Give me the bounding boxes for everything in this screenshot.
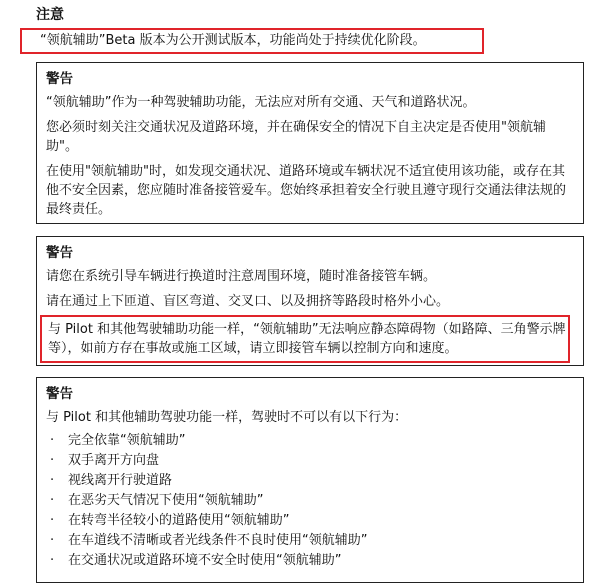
bullet-icon: · bbox=[50, 433, 55, 448]
list-item-text: 完全依靠“领航辅助” bbox=[68, 433, 186, 448]
bullet-list bbox=[46, 431, 575, 571]
notice-text: “领航辅助”Beta 版本为公开测试版本，功能尚处于持续优化阶段。 bbox=[40, 33, 426, 48]
warning-title: 警告 bbox=[46, 71, 73, 87]
bullet-icon: · bbox=[50, 533, 55, 548]
list-item-text: 在转弯半径较小的道路使用“领航辅助” bbox=[68, 513, 290, 528]
warning-box-1 bbox=[36, 62, 584, 224]
warning-paragraph: 在使用"领航辅助"时，如发现交通状况、道路环境或车辆状况不适宜使用该功能，或存在其他不安全因素，您应随时准备接管爱车。您始终承担着安全行驶且遵守现行交通法律法规的最终责任。 bbox=[46, 164, 567, 217]
notice-heading: 注意 bbox=[36, 7, 64, 23]
warning-paragraph: 请在通过上下匝道、盲区弯道、交叉口、以及拥挤等路段时格外小心。 bbox=[46, 294, 450, 309]
bullet-icon: · bbox=[50, 473, 55, 488]
warning-intro: 与 Pilot 和其他辅助驾驶功能一样，驾驶时不可以有以下行为： bbox=[46, 410, 408, 425]
notice-highlight bbox=[20, 28, 484, 54]
warning-paragraph: 请您在系统引导车辆进行换道时注意周围环境，随时准备接管车辆。 bbox=[46, 269, 437, 284]
list-item bbox=[46, 471, 575, 491]
warning-paragraph: “领航辅助”作为一种驾驶辅助功能，无法应对所有交通、天气和道路状况。 bbox=[46, 95, 476, 110]
list-item bbox=[46, 551, 575, 571]
list-item bbox=[46, 431, 575, 451]
list-item-text: 在车道线不清晰或者光线条件不良时使用“领航辅助” bbox=[68, 533, 368, 548]
warning-paragraph: 您必须时刻关注交通状况及道路环境，并在确保安全的情况下自主决定是否使用"领航辅助"。 bbox=[46, 120, 546, 154]
warning-highlight bbox=[40, 315, 570, 363]
list-item bbox=[46, 451, 575, 471]
warning-box-3 bbox=[36, 377, 584, 583]
list-item bbox=[46, 491, 575, 511]
list-item-text: 视线离开行驶道路 bbox=[68, 473, 173, 488]
warning-box-2 bbox=[36, 236, 584, 366]
list-item bbox=[46, 511, 575, 531]
list-item-text: 双手离开方向盘 bbox=[68, 453, 160, 468]
bullet-icon: · bbox=[50, 553, 55, 568]
warning-title: 警告 bbox=[46, 386, 73, 402]
bullet-icon: · bbox=[50, 453, 55, 468]
list-item-text: 在交通状况或道路环境不安全时使用“领航辅助” bbox=[68, 553, 342, 568]
list-item bbox=[46, 531, 575, 551]
list-item-text: 在恶劣天气情况下使用“领航辅助” bbox=[68, 493, 264, 508]
bullet-icon: · bbox=[50, 513, 55, 528]
warning-paragraph: 与 Pilot 和其他驾驶辅助功能一样，“领航辅助”无法响应静态障碍物（如路障、三角警示牌等），如前方存在事故或施工区域，请立即接管车辆以控制方向和速度。 bbox=[48, 322, 566, 356]
warning-title: 警告 bbox=[46, 245, 73, 261]
bullet-icon: · bbox=[50, 493, 55, 508]
